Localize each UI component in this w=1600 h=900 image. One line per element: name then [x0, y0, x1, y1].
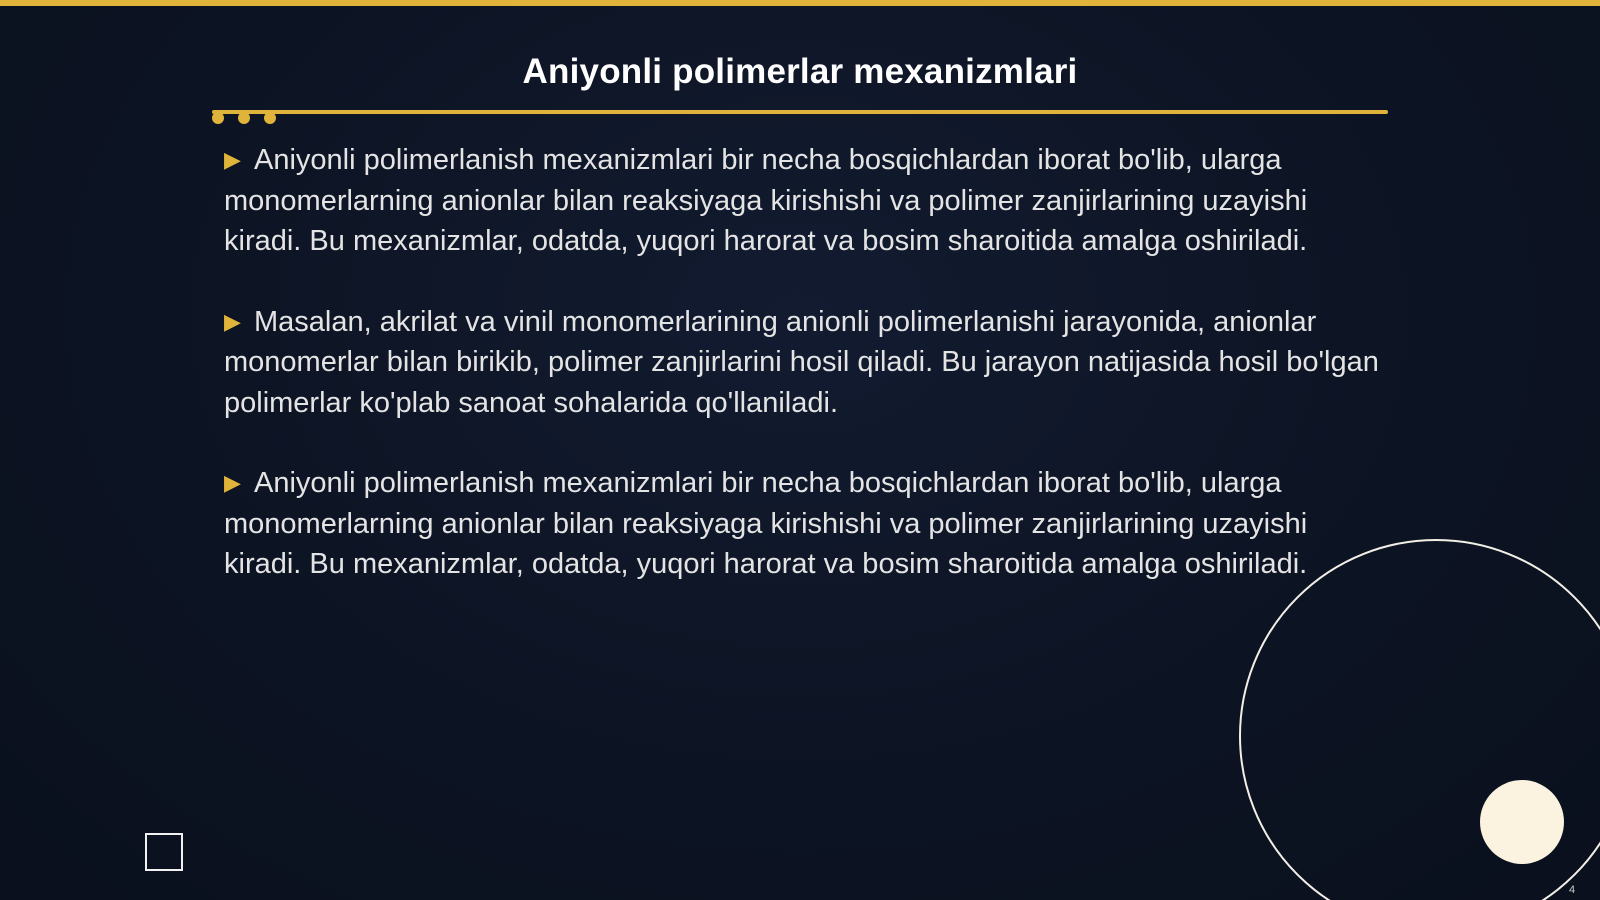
decorative-square [145, 833, 183, 871]
triangle-bullet-icon: ▶ [224, 308, 241, 334]
page-number: 4 [1568, 884, 1576, 896]
bullet-paragraph-1 [224, 140, 1384, 262]
title-underline [212, 110, 1388, 114]
bullet-text: Masalan, akrilat va vinil monomerlarining anionli polimerlanishi jarayonida, anionlar monomerlar bilan birikib, polimer zanjirlarini hosil qiladi. Bu jarayon natijasida hosil bo'lgan polimerlar ko'plab sanoat sohalarida qo'llaniladi. [224, 305, 1379, 419]
bullet-text: Aniyonli polimerlanish mexanizmlari bir necha bosqichlardan iborat bo'lib, ularga monomerlarning anionlar bilan reaksiyaga kirishishi va polimer zanjirlarining uzayishi kiradi. Bu mexanizmlar, odatda, yuqori harorat va bosim sharoitida amalga oshiriladi. [224, 144, 1308, 257]
bullet-paragraph-3 [224, 463, 1384, 585]
triangle-bullet-icon: ▶ [224, 147, 241, 172]
decor-dot [264, 112, 276, 124]
decor-dot [212, 112, 224, 124]
bullet-paragraph-2 [224, 302, 1384, 424]
top-accent-bar [0, 0, 1600, 6]
bullet-text: Aniyonli polimerlanish mexanizmlari bir necha bosqichlardan iborat bo'lib, ularga monomerlarning anionlar bilan reaksiyaga kirishishi va polimer zanjirlarining uzayishi kiradi. Bu mexanizmlar, odatda, yuqori harorat va bosim sharoitida amalga oshiriladi. [224, 467, 1308, 580]
slide-title: Aniyonli polimerlar mexanizmlari [522, 52, 1078, 91]
decor-dot [238, 112, 250, 124]
triangle-bullet-icon: ▶ [224, 470, 241, 495]
title-dots-decoration [212, 112, 282, 126]
bullet-list [224, 140, 1384, 625]
decorative-circle-filled [1480, 780, 1564, 864]
